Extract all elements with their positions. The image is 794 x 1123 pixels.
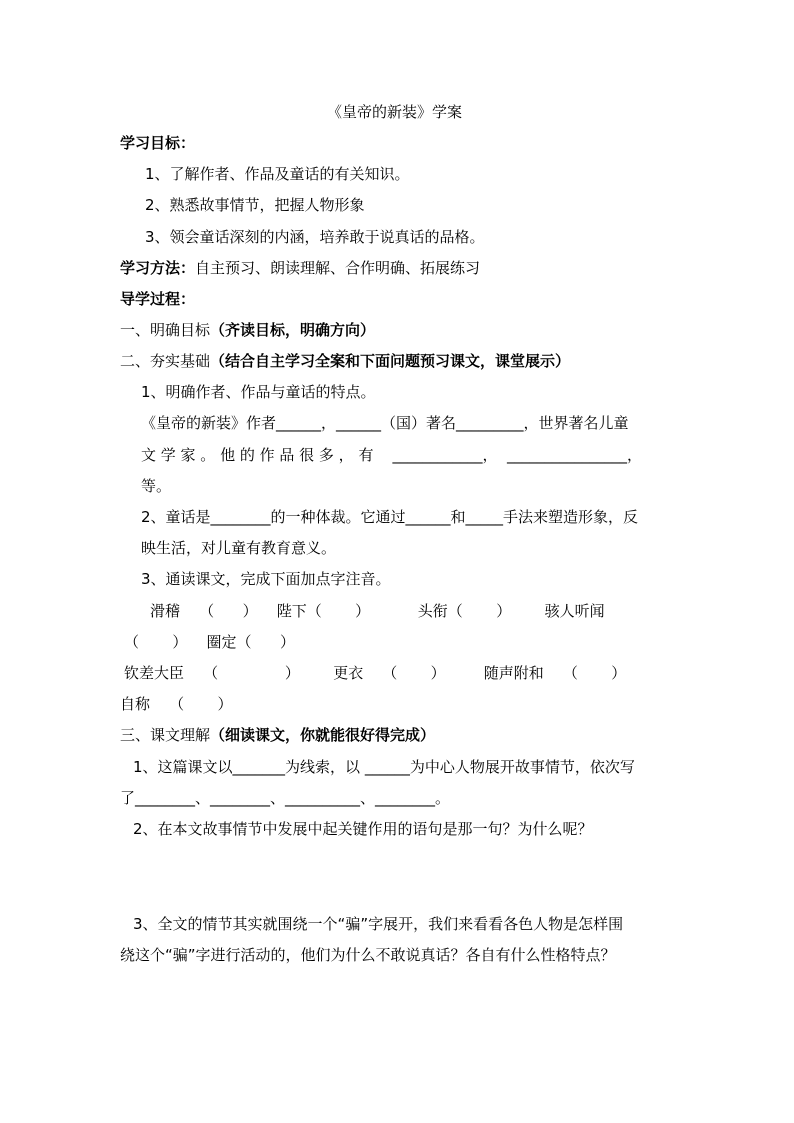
section2-line bbox=[120, 351, 570, 371]
section3-question: 绕这个“骗”字进行活动的，他们为什么不敢说真话？各自有什么性格特点？ bbox=[120, 946, 616, 964]
fill-blank-line: 了________、________、__________、________。 bbox=[120, 789, 451, 807]
fill-blank-line: 映生活，对儿童有教育意义。 bbox=[141, 539, 337, 557]
section3-question: 3、全文的情节其实就围绕一个“骗”字展开，我们来看看各色人物是怎样围 bbox=[133, 915, 624, 933]
pinyin-row: 自称 （ ） bbox=[120, 695, 233, 713]
section3-line bbox=[120, 725, 435, 745]
section1-note: （齐读目标，明确方向） bbox=[210, 321, 376, 339]
section2-label: 二、夯实基础 bbox=[120, 352, 211, 370]
pinyin-row: 滑稽 （ ） 陛下（ ） 头衔（ ） 骇人听闻 bbox=[150, 602, 605, 620]
process-heading: 导学过程： bbox=[120, 290, 196, 308]
fill-blank-line: 文 学 家 。 他 的 作 品 很 多 ， 有 ____________， ________________， bbox=[141, 446, 643, 464]
section3-label: 三、课文理解 bbox=[120, 726, 211, 744]
methods-text: 自主预习、朗读理解、合作明确、拓展练习 bbox=[195, 259, 481, 277]
pinyin-row: （ ） 圈定（ ） bbox=[124, 633, 296, 651]
fill-blank-line: 等。 bbox=[141, 477, 172, 495]
goal-item: 3、领会童话深刻的内涵，培养敢于说真话的品格。 bbox=[145, 228, 485, 246]
goal-item: 1、了解作者、作品及童话的有关知识。 bbox=[145, 165, 410, 183]
fill-blank-line: 2、童话是________的一种体裁。它通过______和_____手法来塑造形象，反 bbox=[141, 508, 639, 526]
section3-note: （细读课文，你就能很好得完成） bbox=[210, 726, 436, 744]
methods-heading: 学习方法： bbox=[120, 259, 196, 277]
section2-question: 1、明确作者、作品与童话的特点。 bbox=[141, 383, 376, 401]
pinyin-row: 钦差大臣 （ ） 更衣 （ ） 随声附和 （ ） bbox=[124, 664, 627, 682]
fill-blank-line: 《皇帝的新装》作者______，______（国）著名_________，世界著名儿童 bbox=[141, 414, 629, 432]
section3-question: 2、在本文故事情节中发展中起关键作用的语句是那一句？为什么呢？ bbox=[133, 820, 593, 838]
fill-blank-line: 1、这篇课文以_______为线索，以 ______为中心人物展开故事情节，依次写 bbox=[133, 758, 635, 776]
section2-question: 3、通读课文，完成下面加点字注音。 bbox=[141, 570, 391, 588]
goal-item: 2、熟悉故事情节，把握人物形象 bbox=[145, 196, 365, 214]
section1-label: 一、明确目标 bbox=[120, 321, 211, 339]
methods-line bbox=[120, 258, 480, 278]
section2-note: （结合自主学习全案和下面问题预习课文，课堂展示） bbox=[210, 352, 571, 370]
section1-line bbox=[120, 320, 375, 340]
page-title: 《皇帝的新装》学案 bbox=[327, 103, 463, 121]
goals-heading: 学习目标： bbox=[120, 134, 196, 152]
